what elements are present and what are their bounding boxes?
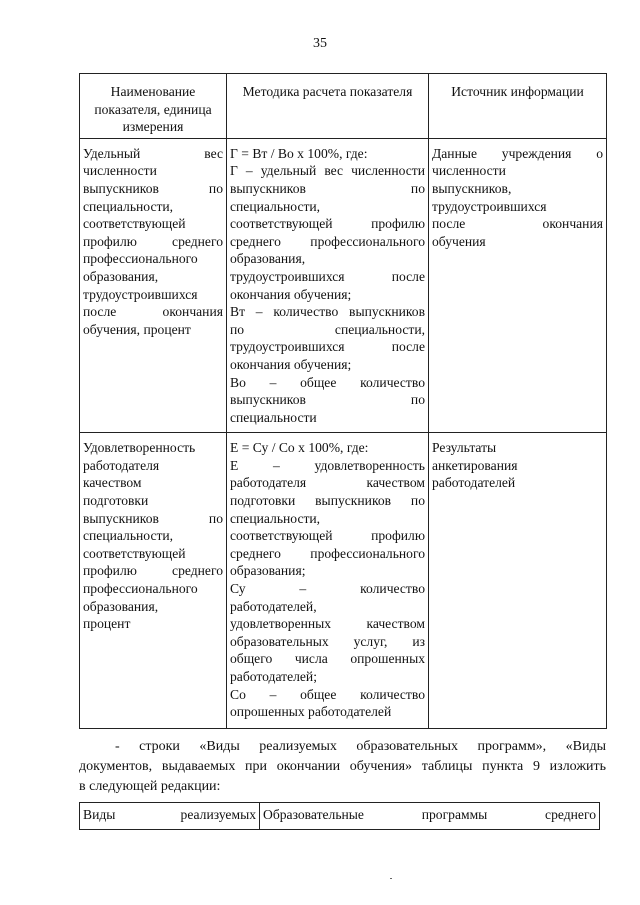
text-line: работодателей [432, 475, 516, 491]
calculation-method-cell [227, 433, 429, 729]
text-line: качеством [83, 475, 142, 491]
text-line: подготовки выпускников по [230, 493, 425, 509]
text-line: Удовлетворенность [83, 440, 196, 456]
text-line: Г – удельный вес численности [230, 163, 425, 179]
text-line: Образовательные программы среднего [263, 807, 596, 822]
text-line: опрошенных работодателей [230, 704, 392, 720]
text-line: трудоустроившихся после [230, 268, 425, 284]
text-line: после окончания [432, 216, 603, 232]
text-line: трудоустроившихся после [230, 339, 425, 355]
text-line: Е – удовлетворенность [230, 457, 425, 473]
text-line: трудоустроившихся [83, 286, 198, 302]
programs-table [79, 802, 600, 830]
formula-line: Г = Вт / Во х 100%, где: [230, 145, 368, 161]
text-line: профессионального [83, 581, 198, 597]
text-line: соответствующей профилю [230, 528, 425, 544]
text-line: соответствующей [83, 545, 186, 561]
information-source-cell [429, 433, 607, 729]
text-line: Во – общее количество [230, 374, 425, 390]
paragraph-line: в следующей редакции: [79, 779, 221, 794]
header-information-source: Источник информации [429, 74, 607, 139]
text-line: соответствующей [83, 216, 186, 232]
text-line: специальности, [83, 528, 174, 544]
text-line: выпускников, [432, 180, 512, 196]
text-line: Удельный вес [83, 145, 223, 161]
text-line: выпускников по [230, 392, 425, 408]
table-row [80, 433, 607, 729]
text-line: после окончания [83, 304, 223, 320]
text-line: образования, [83, 598, 159, 614]
indicator-table [79, 73, 607, 729]
text-line: численности [432, 163, 506, 179]
text-line: по специальности, [230, 321, 425, 337]
indicator-name-cell [80, 433, 227, 729]
indicator-name-cell [80, 138, 227, 433]
text-line: образовательных услуг, из [230, 633, 425, 649]
text-line: процент [83, 616, 131, 632]
text-line: соответствующей профилю [230, 216, 425, 232]
text-line: общего числа опрошенных [230, 651, 425, 667]
text-line: обучения [432, 233, 486, 249]
text-line: профилю среднего [83, 563, 223, 579]
text-line: работодателя [83, 457, 160, 473]
header-calculation-method: Методика расчета показателя [227, 74, 429, 139]
text-line: численности [83, 163, 157, 179]
text-line: специальности [230, 409, 317, 425]
text-line: среднего профессионального [230, 233, 425, 249]
text-line: образования, [230, 251, 306, 267]
table-row [80, 803, 600, 830]
text-line: подготовки [83, 493, 149, 509]
text-line: работодателей; [230, 669, 317, 684]
text-line: выпускников по [83, 180, 223, 196]
text-line: образования, [83, 268, 159, 284]
text-line: трудоустроившихся [432, 198, 547, 214]
paragraph-line: - строки «Виды реализуемых образовательных программ», «Виды [115, 739, 606, 754]
text-line: окончания обучения; [230, 356, 352, 372]
text-line: Вт – количество выпускников [230, 304, 425, 320]
scan-artifact [390, 878, 392, 879]
text-line: Данные учреждения о [432, 145, 603, 161]
programs-table-label-cell [80, 803, 260, 830]
text-line: выпускников по [230, 180, 425, 196]
paragraph-line: документов, выдаваемых при окончании обучения» таблицы пункта 9 изложить [79, 759, 606, 774]
text-line: выпускников по [83, 510, 223, 526]
text-line: Виды реализуемых [83, 807, 256, 822]
calculation-method-cell [227, 138, 429, 433]
page-number: 35 [313, 36, 327, 51]
text-line: работодателей, [230, 598, 317, 614]
text-line: обучения, процент [83, 321, 191, 337]
amendment-paragraph [79, 737, 606, 797]
table-header-row [80, 74, 607, 139]
text-line: окончания обучения; [230, 286, 352, 302]
text-line: специальности, [230, 198, 321, 214]
text-line: удовлетворенных качеством [230, 616, 425, 632]
formula-line: Е = Су / Со х 100%, где: [230, 440, 369, 456]
text-line: образования; [230, 563, 306, 579]
programs-table-value-cell [260, 803, 600, 830]
text-line: Су – количество [230, 581, 425, 597]
text-line: профилю среднего [83, 233, 223, 249]
text-line: Результаты [432, 440, 497, 456]
text-line: специальности, [230, 510, 321, 526]
header-indicator-name: Наименование показателя, единица измерения [80, 74, 227, 139]
text-line: анкетирования [432, 457, 518, 473]
text-line: профессионального [83, 251, 198, 267]
information-source-cell [429, 138, 607, 433]
text-line: среднего профессионального [230, 545, 425, 561]
text-line: работодателя качеством [230, 475, 425, 491]
text-line: специальности, [83, 198, 174, 214]
text-line: Со – общее количество [230, 686, 425, 702]
table-row [80, 138, 607, 433]
